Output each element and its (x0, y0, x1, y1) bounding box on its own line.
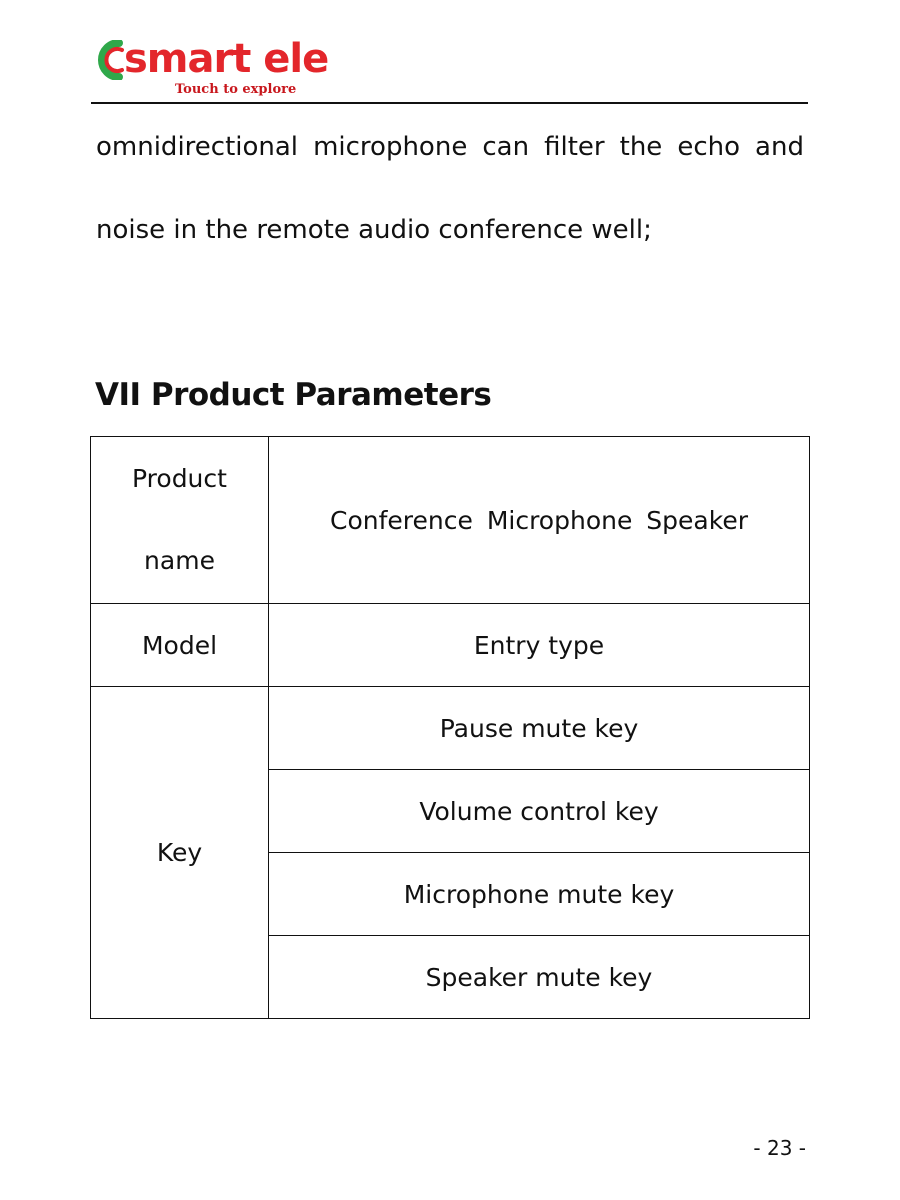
brand-logo (97, 38, 327, 100)
body-word: and (755, 132, 804, 162)
key-item: Microphone mute key (269, 853, 810, 936)
logo-tagline: Touch to explore (175, 82, 297, 97)
model-value: Entry type (269, 604, 810, 687)
key-label: Key (91, 687, 269, 1019)
key-item: Volume control key (269, 770, 810, 853)
product-name-label-cell (91, 437, 269, 604)
body-word: echo (677, 132, 741, 162)
key-item: Pause mute key (269, 687, 810, 770)
table-row (91, 604, 810, 687)
page-number: - 23 - (753, 1136, 806, 1160)
product-name-value: Conference Microphone Speaker (269, 437, 810, 604)
product-name-label-line2: name (144, 546, 215, 575)
section-title: VII Product Parameters (95, 377, 492, 413)
model-label: Model (91, 604, 269, 687)
body-text-line-2: noise in the remote audio conference well; (96, 215, 652, 245)
table-row (91, 687, 810, 770)
body-word: microphone (313, 132, 468, 162)
body-word: omnidirectional (96, 132, 299, 162)
key-item: Speaker mute key (269, 936, 810, 1019)
body-word: can (482, 132, 530, 162)
header-divider (91, 102, 808, 104)
body-word: the (619, 132, 663, 162)
body-word: filter (544, 132, 605, 162)
logo-wordmark: smart ele (124, 36, 329, 82)
body-text-line-1 (96, 130, 804, 164)
product-name-label-line1: Product (132, 464, 227, 493)
product-parameters-table (90, 436, 810, 1019)
table-row (91, 437, 810, 604)
